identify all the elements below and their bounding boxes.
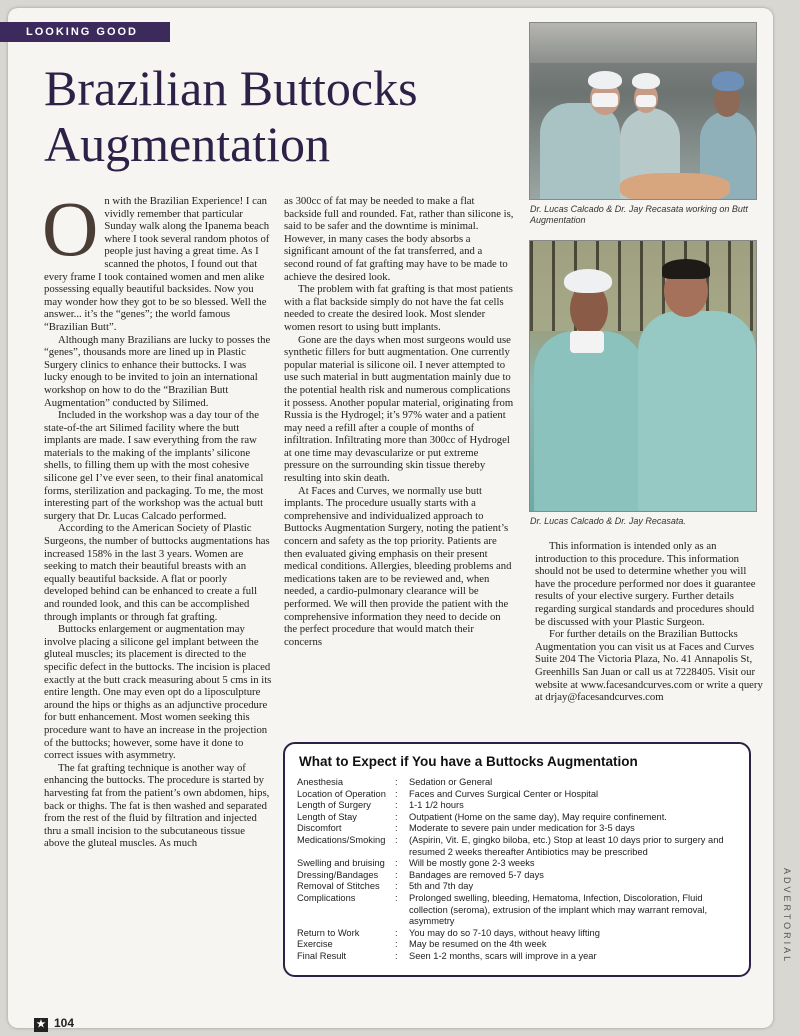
expectations-row [297,928,737,940]
row-label: Complications [297,892,356,903]
expectations-row [297,893,737,928]
row-separator: : [395,823,398,834]
row-label: Anesthesia [297,777,343,787]
expectations-row [297,858,737,870]
paragraph-6: The fat grafting technique is another way of enhancing the buttocks. The procedure is started by harvesting fat from the patient’s own abdomen, hips, back or thighs. The fat is then washed and separated from the rest of the fluid by filtration and injected thru a small incision to the subcutaneous tissue above the gluteal muscles. As much [44,761,270,850]
advertorial-label: ADVERTORIAL [782,868,792,965]
row-separator: : [395,788,398,799]
expectations-row [297,777,737,789]
expectations-row [297,823,737,835]
paragraph-7: as 300cc of fat may be needed to make a flat backside full and rounded. Fat, rather than silicone is, said to be safer and the downtime is minimal. However, in many cases the body absorbs a significant amount of the fat transferred, and a second round of fat grafting may have to be made to achieve the desired look. [284,195,514,283]
expectations-row [297,835,737,858]
expectations-row [297,800,737,812]
row-label: Exercise [297,939,333,950]
drop-cap: O [42,185,99,272]
doctors-photo [529,240,757,512]
row-value: (Aspirin, Vit. E, gingko biloba, etc.) Stop at least 10 days prior to surgery and resumed 2 weeks thereafter Antibiotics may be prescribed [409,834,724,857]
row-value: May be resumed on the 4th week [409,939,547,950]
expectations-box [283,742,751,977]
paragraph-4: According to the American Society of Plastic Surgeons, the number of buttocks augmentations has increased 158% in the last 3 years. Women are seeking to match their beautiful breasts with an equally beautiful backside. A flat or poorly developed behind can be enhanced to create a full and rounded look, and this can be accomplished through implants or through fat grafting. [44,522,270,623]
row-label: Length of Stay [297,811,357,822]
paragraph-8: The problem with fat grafting is that most patients with a flat backside simply do not have the fat cells needed to create the desired look. Most slender women resort to using butt implants. [284,283,513,333]
paragraph-9: Gone are the days when most surgeons would use synthetic fillers for butt augmentation. One currently popular material is silicone oil. I never attempted to use such material in butt augmentation mainly due to the potential health risk and numerous complications it possess. Another popular material, originating from Russia is the Hydrogel; it’s 97% water and a patient may need a refill after a couple of months of infiltration. Infiltrating more than 300cc of Hydrogel at one time may devascularize or put extreme pressure on the surrounding skin tissue thereby resulting into skin death. [284,333,514,485]
surgery-photo [529,22,757,200]
row-separator: : [395,881,398,892]
expectations-row [297,939,737,951]
photo-caption-1: Dr. Lucas Calcado & Dr. Jay Recasata working on Butt Augmentation [530,204,748,225]
page-number: 104 [54,1016,75,1030]
paragraph-1: On with the Brazilian Experience! I can vividly remember that particular Sunday walk along the Ipanema beach where I took several random photos of people just having a great time. As I scanned the photos, I found out that every frame I took contained women and men alike possessing equally beautiful backsides. Now you may wonder how they got to be so blessed. Well the answer... it’s the “genes”; the world famous “Brazilian Butt”. [42,185,270,333]
expectations-row [297,789,737,801]
row-separator: : [395,939,398,950]
article-title: Brazilian Buttocks Augmentation [44,60,418,172]
section-label: LOOKING GOOD [0,22,170,42]
photo-caption-2: Dr. Lucas Calcado & Dr. Jay Recasata. [530,516,686,526]
article-column-2 [284,195,514,648]
row-separator: : [395,800,398,811]
row-separator: : [395,927,398,938]
expectations-title: What to Expect if You have a Buttocks Augmentation [299,754,638,769]
row-label: Medications/Smoking [297,834,386,845]
row-value: 5th and 7th day [409,881,474,892]
paragraph-5: Buttocks enlargement or augmentation may involve placing a silicone gel implant between the gluteal muscles; its placement is directed to the specific defect in the buttocks. The incision is placed exactly at the butt crack measuring about 5 cms in its entire length. One may even opt do a liposculpture around the hips or thighs as an adjunctive procedure for butt enhancement. Most women seeking this procedure want to have an increase in the projection of the buttocks; however, some have it done to correct issues with asymmetry. [44,623,272,762]
article-column-3 [535,540,763,704]
paragraph-2: Although many Brazilians are lucky to posses the “genes”, thousands more are lined up in Plastic Surgery clinics to enhance their buttocks. I was lucky enough to be invited to join an international workshop on how to do the “Brazilian Butt Augmentation” conducted by Silimed. [44,333,271,409]
expectations-row [297,812,737,824]
row-label: Removal of Stitches [297,881,380,892]
row-separator: : [395,869,398,880]
row-value: Will be mostly gone 2-3 weeks [409,858,535,869]
article-column-1 [42,185,272,850]
row-value: Faces and Curves Surgical Center or Hospital [409,788,599,799]
row-label: Final Result [297,950,347,961]
row-value: 1-1 1/2 hours [409,800,464,811]
row-separator: : [395,858,398,869]
row-label: Length of Surgery [297,800,371,811]
paragraph-11: This information is intended only as an introduction to this procedure. This information should not be used to determine whether you will have the procedure performed nor does it guarantee results of your elective surgery. Further details regarding surgical standards and procedures should be discussed with your Plastic Surgeon. [535,540,756,628]
row-separator: : [395,777,398,787]
row-label: Dressing/Bandages [297,869,379,880]
row-separator: : [395,811,398,822]
expectations-row [297,951,737,963]
row-value: Seen 1-2 months, scars will improve in a year [409,950,597,961]
paragraph-3: Included in the workshop was a day tour of the state-of-the art Silimed facility where the butt implants are made. I saw everything from the raw materials to the making of the implants’ silicone shells, to filling them up with the most cohesive silicone gel I’ve ever seen, to their final anatomical forms, sterilization and packaging. To me, the most interesting part of the workshop was the actual butt surgery that Dr. Lucas Calcado performed. [44,409,264,522]
expectations-row [297,881,737,893]
row-value: Sedation or General [409,777,493,787]
row-separator: : [395,892,398,903]
row-value: Bandages are removed 5-7 days [409,869,544,880]
row-label: Location of Operation [297,788,386,799]
row-value: Moderate to severe pain under medication for 3-5 days [409,823,635,834]
expectations-row [297,870,737,882]
row-value: You may do so 7-10 days, without heavy lifting [409,927,600,938]
paragraph-12: For further details on the Brazilian Buttocks Augmentation you can visit us at Faces and Curves Suite 204 The Victoria Plaza, No. 41 Annapolis St, Greenhills San Juan or call us at 7228405. Visit our website at www.facesandcurves.com or write a query at drjay@facesandcurves.com [535,628,763,704]
expectations-table [297,777,737,963]
paragraph-10: At Faces and Curves, we normally use butt implants. The procedure usually starts with a comprehensive and individualized approach to Buttocks Augmentation Surgery, noting the patient’s concern and safety as the top priority. Patients are then evaluated giving emphasis on their present medical conditions. Allergies, bleeding problems and medications taken are to be reviewed and, when needed, a cardio-pulmonary clearance will be performed. We will then provide the patient with the comprehensive information they need to decide on the perfect procedure that would match their concerns [284,484,512,648]
row-value: Outpatient (Home on the same day), May require confinement. [409,811,667,822]
row-separator: : [395,950,398,961]
row-label: Return to Work [297,927,360,938]
page-footer [34,1016,74,1032]
row-label: Discomfort [297,823,342,834]
row-label: Swelling and bruising [297,858,385,869]
row-separator: : [395,834,398,845]
magazine-logo-icon: ★ [34,1018,48,1032]
row-value: Prolonged swelling, bleeding, Hematoma, Infection, Discoloration, Fluid collection (seroma), extrusion of the implant which may warrant removal, asymmetry [409,892,708,927]
